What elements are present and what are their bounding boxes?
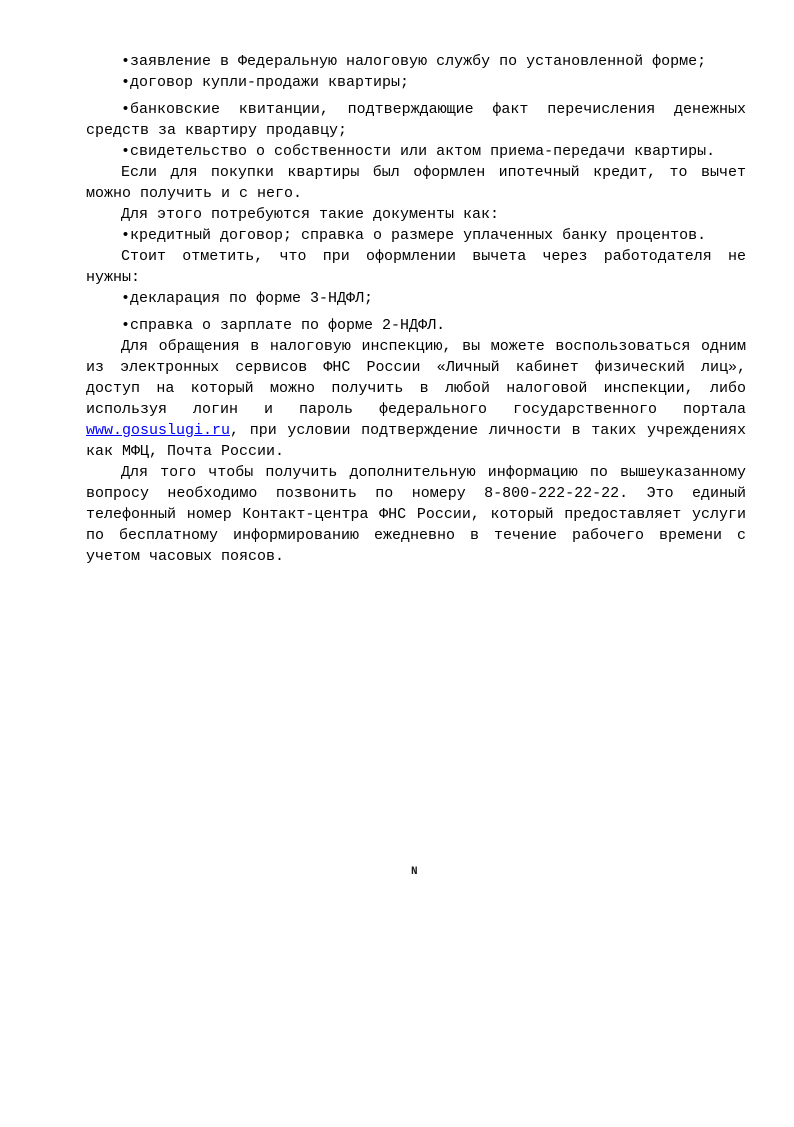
- bullet-item: [86, 51, 746, 72]
- bullet-marker: •: [121, 317, 131, 334]
- text-run: , при условии подтверждение личности в таких учреждениях как МФЦ, Почта России.: [86, 422, 746, 460]
- bullet-marker: •: [121, 143, 131, 160]
- document-body: [86, 51, 746, 567]
- bullet-item: [86, 72, 746, 93]
- paragraph: [86, 204, 746, 225]
- gosuslugi-link[interactable]: www.gosuslugi.ru: [86, 422, 231, 439]
- bullet-item: [86, 225, 746, 246]
- text-run: банковские квитанции, подтверждающие факт перечисления денежных средств за квартиру продавцу;: [86, 101, 746, 139]
- text-run: декларация по форме 3-НДФЛ;: [130, 290, 374, 307]
- bullet-marker: •: [121, 101, 131, 118]
- text-run: кредитный договор; справка о размере уплаченных банку процентов.: [130, 227, 707, 244]
- text-run: Это единый телефонный номер Контакт-центра ФНС России, который предоставляет услуги по бесплатному информированию ежедневно в течение рабочего времени с учетом часовых поясов.: [86, 485, 746, 565]
- bullet-marker: •: [121, 290, 131, 307]
- paragraph: [86, 162, 746, 204]
- text-run: справка о зарплате по форме 2-НДФЛ.: [130, 317, 446, 334]
- paragraph: [86, 246, 746, 288]
- text-run: Для того чтобы получить дополнительную информацию по вышеуказанному вопросу необходимо позвонить по номеру: [86, 464, 746, 502]
- paragraph: [86, 462, 746, 567]
- bullet-item: [86, 141, 746, 162]
- text-run: Для этого потребуются такие документы как:: [121, 206, 500, 223]
- bullet-item: [86, 315, 746, 336]
- text-run: свидетельство о собственности или актом приема-передачи квартиры.: [130, 143, 716, 160]
- bullet-item: [86, 99, 746, 141]
- phone-number: 8-800-222-22-22.: [484, 485, 629, 502]
- bullet-marker: •: [121, 53, 131, 70]
- bullet-marker: •: [121, 227, 131, 244]
- paragraph: [86, 336, 746, 462]
- text-run: Если для покупки квартиры был оформлен ипотечный кредит, то вычет можно получить и с него.: [86, 164, 746, 202]
- text-run: заявление в Федеральную налоговую службу по установленной форме;: [130, 53, 707, 70]
- text-run: Стоит отметить, что при оформлении вычета через работодателя не нужны:: [86, 248, 746, 286]
- text-run: Для обращения в налоговую инспекцию, вы можете воспользоваться одним из электронных сервисов ФНС России «Личный кабинет физический лиц», доступ на который можно получить в любой налоговой инспекции, либо используя логин и пароль федерального государственного портала: [86, 338, 746, 418]
- bullet-marker: •: [121, 74, 131, 91]
- text-run: договор купли-продажи квартиры;: [130, 74, 410, 91]
- footer-mark: N: [411, 866, 418, 878]
- bullet-item: [86, 288, 746, 309]
